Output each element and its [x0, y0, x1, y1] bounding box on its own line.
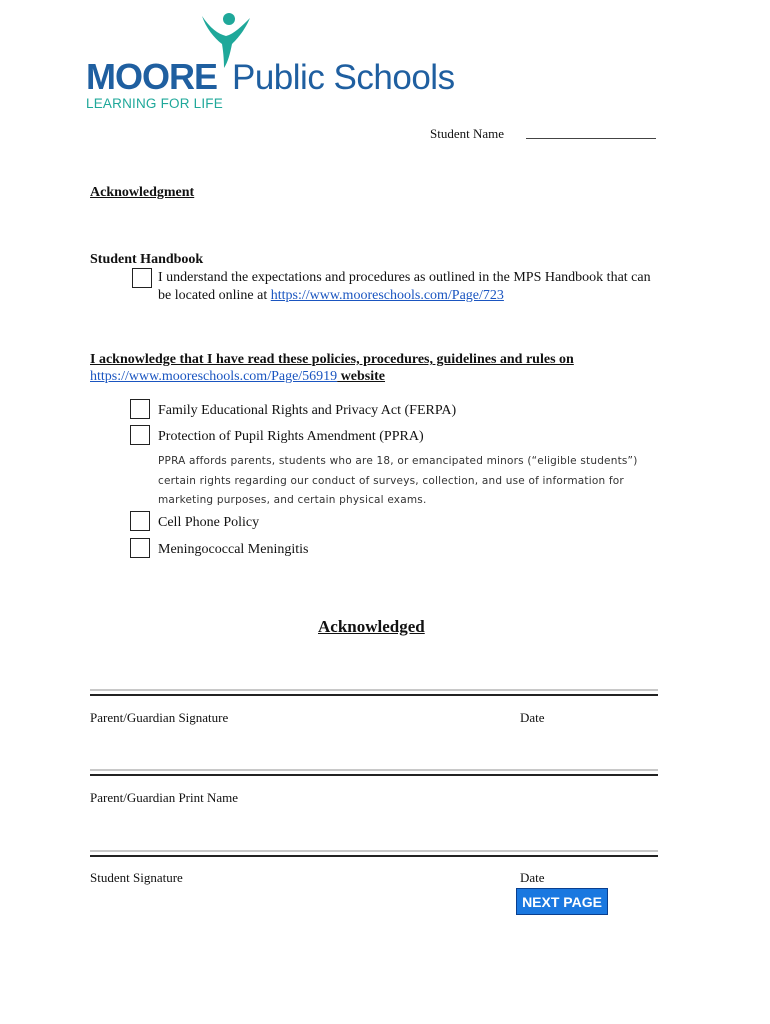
ppra-checkbox[interactable] — [130, 425, 150, 445]
policies-link-suffix: website — [337, 369, 386, 384]
policies-link[interactable]: https://www.mooreschools.com/Page/56919 — [90, 369, 338, 384]
parent-print-name-label: Parent/Guardian Print Name — [90, 790, 239, 805]
handbook-link[interactable]: https://www.mooreschools.com/Page/723 — [270, 288, 504, 303]
student-name-field[interactable] — [526, 138, 656, 139]
student-signature-line[interactable] — [90, 850, 658, 857]
student-signature-label: Student Signature — [90, 870, 183, 885]
handbook-line2 — [158, 288, 504, 304]
parent-date-label: Date — [520, 710, 545, 725]
ferpa-label: Family Educational Rights and Privacy Act (FERPA) — [158, 403, 457, 418]
parent-signature-label: Parent/Guardian Signature — [90, 710, 229, 725]
section-title: Acknowledgment — [90, 185, 195, 200]
handbook-checkbox[interactable] — [132, 268, 152, 288]
handbook-line1: I understand the expectations and procedures as outlined in the MPS Handbook that can — [158, 270, 651, 285]
ppra-note-line2: certain rights regarding our conduct of surveys, collection, and use of information for — [158, 475, 624, 487]
cell-phone-checkbox[interactable] — [130, 511, 150, 531]
ppra-note-line1: PPRA affords parents, students who are 18, or emancipated minors (“eligible students”) — [158, 455, 638, 467]
student-date-label: Date — [520, 870, 545, 885]
student-name-label: Student Name — [430, 126, 505, 141]
cell-phone-label: Cell Phone Policy — [158, 515, 260, 530]
meningitis-label: Meningococcal Meningitis — [158, 542, 309, 557]
meningitis-checkbox[interactable] — [130, 538, 150, 558]
policies-link-line — [90, 369, 385, 385]
handbook-line2-prefix: be located online at — [158, 288, 271, 303]
ppra-label: Protection of Pupil Rights Amendment (PPRA) — [158, 429, 424, 444]
handbook-title: Student Handbook — [90, 252, 204, 267]
acknowledged-title: Acknowledged — [318, 617, 425, 636]
logo-brand: MOORE — [86, 56, 218, 97]
next-page-button[interactable]: NEXT PAGE — [516, 888, 608, 915]
parent-print-name-line[interactable] — [90, 769, 658, 776]
logo-tagline: LEARNING FOR LIFE — [86, 96, 223, 111]
ppra-note-line3: marketing purposes, and certain physical exams. — [158, 494, 427, 506]
logo-name: Public Schools — [232, 58, 455, 97]
policies-statement: I acknowledge that I have read these policies, procedures, guidelines and rules on — [90, 352, 574, 367]
parent-signature-line[interactable] — [90, 689, 658, 696]
ferpa-checkbox[interactable] — [130, 399, 150, 419]
